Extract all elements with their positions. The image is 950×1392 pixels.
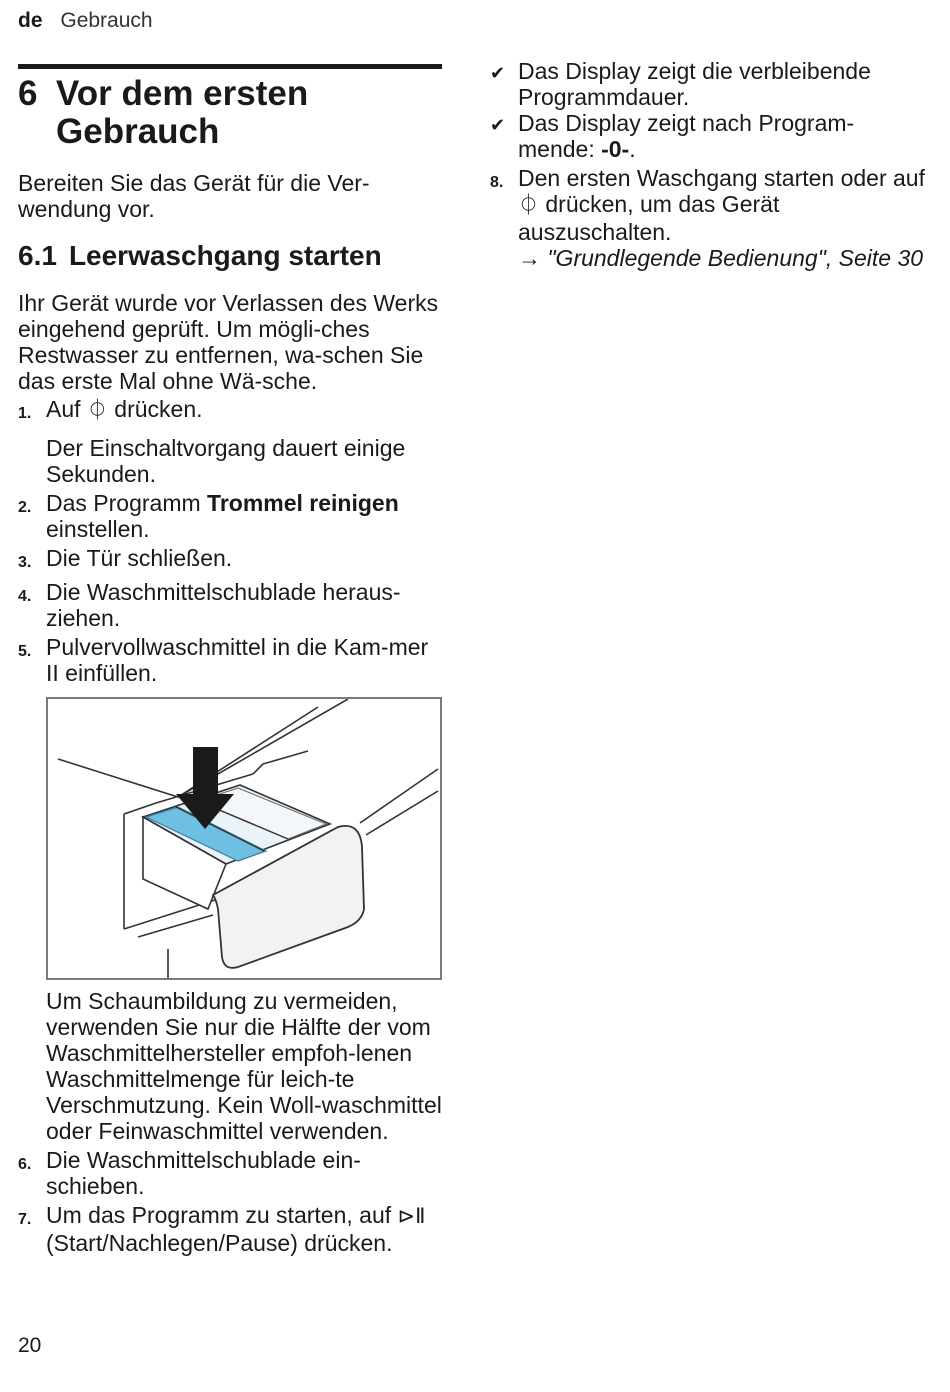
- step-text-pre: Auf: [46, 396, 87, 422]
- left-column: [18, 64, 442, 1256]
- step-5: [18, 634, 442, 686]
- step-text-post: einstellen.: [46, 516, 150, 542]
- step-text: Die Waschmittelschublade heraus-ziehen.: [46, 579, 401, 631]
- step-number: 1.: [18, 405, 32, 422]
- step-3: [18, 545, 442, 576]
- step-text: [518, 165, 930, 271]
- step-number: 3.: [18, 554, 32, 571]
- check-icon: ✔: [490, 115, 506, 135]
- chapter-intro: Bereiten Sie das Gerät für die Ver-wendung vor.: [18, 170, 370, 222]
- detergent-drawer-illustration: [46, 697, 442, 980]
- right-column: [490, 58, 930, 271]
- step-2: [18, 490, 442, 542]
- section-title: Leerwaschgang starten: [68, 240, 382, 271]
- cross-reference-link[interactable]: → "Grundlegende Bedienung", Seite 30: [518, 245, 924, 271]
- page-number: 20: [18, 1334, 42, 1357]
- step-number: 2.: [18, 499, 32, 516]
- check-text: Das Display zeigt die verbleibende Programmdauer.: [518, 58, 871, 110]
- step-4: [18, 579, 442, 631]
- step-1: [18, 396, 442, 427]
- step-7: [18, 1202, 442, 1256]
- step-number: 5.: [18, 643, 32, 660]
- step-number: 6.: [18, 1156, 32, 1173]
- step-text: Pulvervollwaschmittel in die Kam-mer II einfüllen.: [46, 634, 429, 686]
- chapter-heading: [18, 75, 442, 151]
- section-paragraph: Ihr Gerät wurde vor Verlassen des Werks eingehend geprüft. Um mögli-ches Restwasser zu entfernen, wa-schen Sie das erste Mal ohne Wä-sche.: [18, 290, 439, 394]
- language-code: de: [18, 9, 43, 32]
- check-text: [518, 110, 930, 162]
- chapter-title: Vor dem ersten Gebrauch: [56, 74, 309, 151]
- step-text-post: (Start/Nachlegen/Pause) drücken.: [46, 1230, 393, 1256]
- check-icon: ✔: [490, 63, 506, 83]
- check-item-2: [490, 110, 930, 162]
- step-text: [46, 490, 442, 542]
- machine-base-line: [138, 915, 213, 937]
- step-text-pre: Um das Programm zu starten, auf: [46, 1202, 398, 1228]
- drawer-drawing: [48, 699, 440, 978]
- check-text-pre: Das Display zeigt nach Program-mende:: [518, 110, 855, 162]
- step-text-pre: Das Programm: [46, 490, 208, 516]
- page-header: [18, 9, 153, 33]
- chapter-number: 6: [18, 74, 38, 113]
- power-button-icon: ⏀: [518, 194, 539, 217]
- header-section: Gebrauch: [60, 9, 153, 32]
- step-text-pre: Den ersten Waschgang starten oder auf: [518, 165, 925, 191]
- step-text-post: drücken, um das Gerät auszuschalten.: [518, 191, 780, 245]
- machine-right-line-2: [366, 791, 438, 835]
- check-text-post: .: [629, 136, 636, 162]
- step-number: 7.: [18, 1211, 32, 1228]
- check-item-1: [490, 58, 930, 110]
- step-5-note: Um Schaumbildung zu vermeiden, verwenden Sie nur die Hälfte der vom Waschmittelhersteller empfoh-lenen Waschmittelmenge für leich-te Verschmutzung. Kein Woll-waschmittel oder Feinwaschmittel verwenden.: [46, 988, 442, 1144]
- step-number: 8.: [490, 174, 504, 191]
- step-text-post: drücken.: [107, 396, 203, 422]
- step-text: [46, 396, 442, 427]
- step-text: Die Tür schließen.: [46, 545, 233, 571]
- machine-top-edge: [58, 707, 318, 797]
- step-1-result: Der Einschaltvorgang dauert einige Sekunden.: [46, 435, 406, 487]
- section-number: 6.1: [18, 240, 57, 271]
- power-button-icon: ⏀: [86, 399, 108, 422]
- section-heading: [18, 240, 442, 272]
- step-6: [18, 1147, 442, 1199]
- chapter-rule: [18, 64, 442, 69]
- step-text: Die Waschmittelschublade ein-schieben.: [46, 1147, 361, 1199]
- step-text: [46, 1202, 442, 1256]
- display-value: -0-: [601, 136, 630, 162]
- step-8: [490, 165, 930, 271]
- step-number: 4.: [18, 588, 32, 605]
- drawer-back-top: [253, 751, 308, 774]
- start-pause-icon: ⊳Ⅱ: [397, 1205, 426, 1228]
- program-name: Trommel reinigen: [207, 490, 399, 516]
